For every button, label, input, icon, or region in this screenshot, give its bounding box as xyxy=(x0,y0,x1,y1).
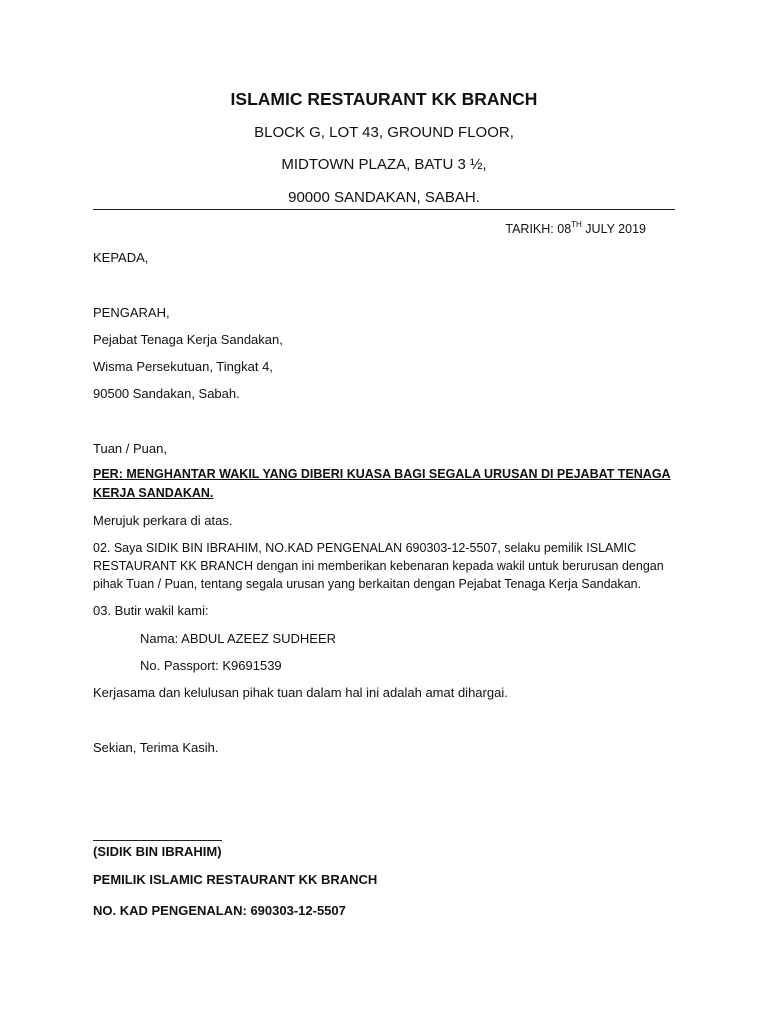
signature-line xyxy=(93,840,222,841)
address-line-3: 90000 SANDAKAN, SABAH. xyxy=(288,189,480,206)
salutation: Tuan / Puan, xyxy=(93,441,167,456)
paragraph-2-line-2: RESTAURANT KK BRANCH dengan ini memberikan kebenaran kepada wakil untuk berurusan dengan xyxy=(93,559,664,573)
date-prefix: TARIKH: 08 xyxy=(505,222,572,236)
letter-date xyxy=(505,222,646,236)
date-rest: JULY 2019 xyxy=(581,222,646,236)
subject-line-2: KERJA SANDAKAN. xyxy=(93,486,214,500)
recipient-title: PENGARAH, xyxy=(93,305,170,320)
reference-paragraph: Merujuk perkara di atas. xyxy=(93,513,233,528)
subject-line-1: PER: MENGHANTAR WAKIL YANG DIBERI KUASA BAGI SEGALA URUSAN DI PEJABAT TENAGA xyxy=(93,467,671,481)
representative-passport: No. Passport: K9691539 xyxy=(140,658,282,673)
recipient-kepada: KEPADA, xyxy=(93,250,149,265)
signatory-ic-number: NO. KAD PENGENALAN: 690303-12-5507 xyxy=(93,903,346,918)
paragraph-3: 03. Butir wakil kami: xyxy=(93,603,209,618)
recipient-line-1: Pejabat Tenaga Kerja Sandakan, xyxy=(93,332,283,347)
closing-paragraph: Sekian, Terima Kasih. xyxy=(93,740,219,755)
recipient-line-2: Wisma Persekutuan, Tingkat 4, xyxy=(93,359,273,374)
paragraph-2-line-1: 02. Saya SIDIK BIN IBRAHIM, NO.KAD PENGENALAN 690303-12-5507, selaku pemilik ISLAMIC xyxy=(93,541,637,555)
paragraph-2-line-3: pihak Tuan / Puan, tentang segala urusan yang berkaitan dengan Pejabat Tenaga Kerja Sandakan. xyxy=(93,577,642,591)
header-divider xyxy=(93,209,675,210)
signatory-name: (SIDIK BIN IBRAHIM) xyxy=(93,844,222,859)
date-ordinal-suffix: TH xyxy=(571,220,582,229)
address-line-2: MIDTOWN PLAZA, BATU 3 ½, xyxy=(281,156,487,173)
representative-name: Nama: ABDUL AZEEZ SUDHEER xyxy=(140,631,337,646)
recipient-line-3: 90500 Sandakan, Sabah. xyxy=(93,386,240,401)
address-line-1: BLOCK G, LOT 43, GROUND FLOOR, xyxy=(254,124,514,141)
company-name: ISLAMIC RESTAURANT KK BRANCH xyxy=(230,89,538,109)
signatory-position: PEMILIK ISLAMIC RESTAURANT KK BRANCH xyxy=(93,872,378,887)
appreciation-paragraph: Kerjasama dan kelulusan pihak tuan dalam hal ini adalah amat dihargai. xyxy=(93,685,508,700)
